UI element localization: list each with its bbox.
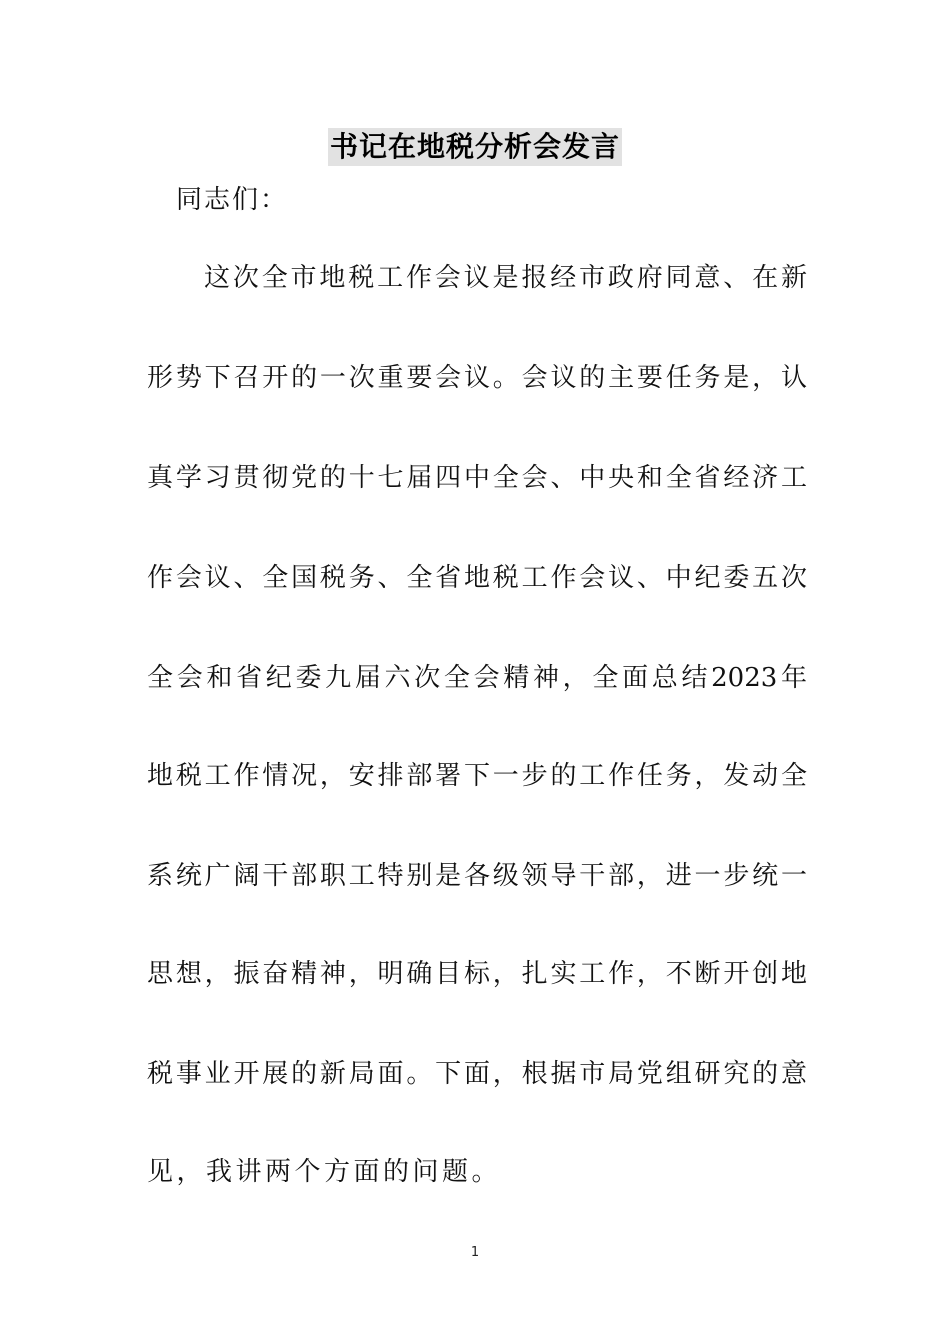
salutation: 同志们： [176,185,289,215]
paragraph-line-4: 作会议、全国税务、全省地税工作会议、中纪委五次 [147,563,807,593]
page-number: 1 [470,1245,480,1260]
paragraph-line-9: 税事业开展的新局面。下面，根据市局党组研究的意 [147,1059,807,1089]
paragraph-line-3: 真学习贯彻党的十七届四中全会、中央和全省经济工 [147,463,807,493]
document-title: 书记在地税分析会发言 [328,128,622,166]
paragraph-line-8: 思想，振奋精神，明确目标，扎实工作，不断开创地 [147,959,807,989]
paragraph-line-2: 形势下召开的一次重要会议。会议的主要任务是，认 [147,363,807,393]
paragraph-line-5: 全会和省纪委九届六次全会精神，全面总结2023年 [147,663,807,693]
title-container [0,128,950,166]
paragraph-line-10: 见，我讲两个方面的问题。 [147,1157,502,1187]
paragraph-line-1: 这次全市地税工作会议是报经市政府同意、在新 [204,263,807,293]
paragraph-line-6: 地税工作情况，安排部署下一步的工作任务，发动全 [147,761,807,791]
paragraph-line-7: 系统广阔干部职工特别是各级领导干部，进一步统一 [147,861,807,891]
